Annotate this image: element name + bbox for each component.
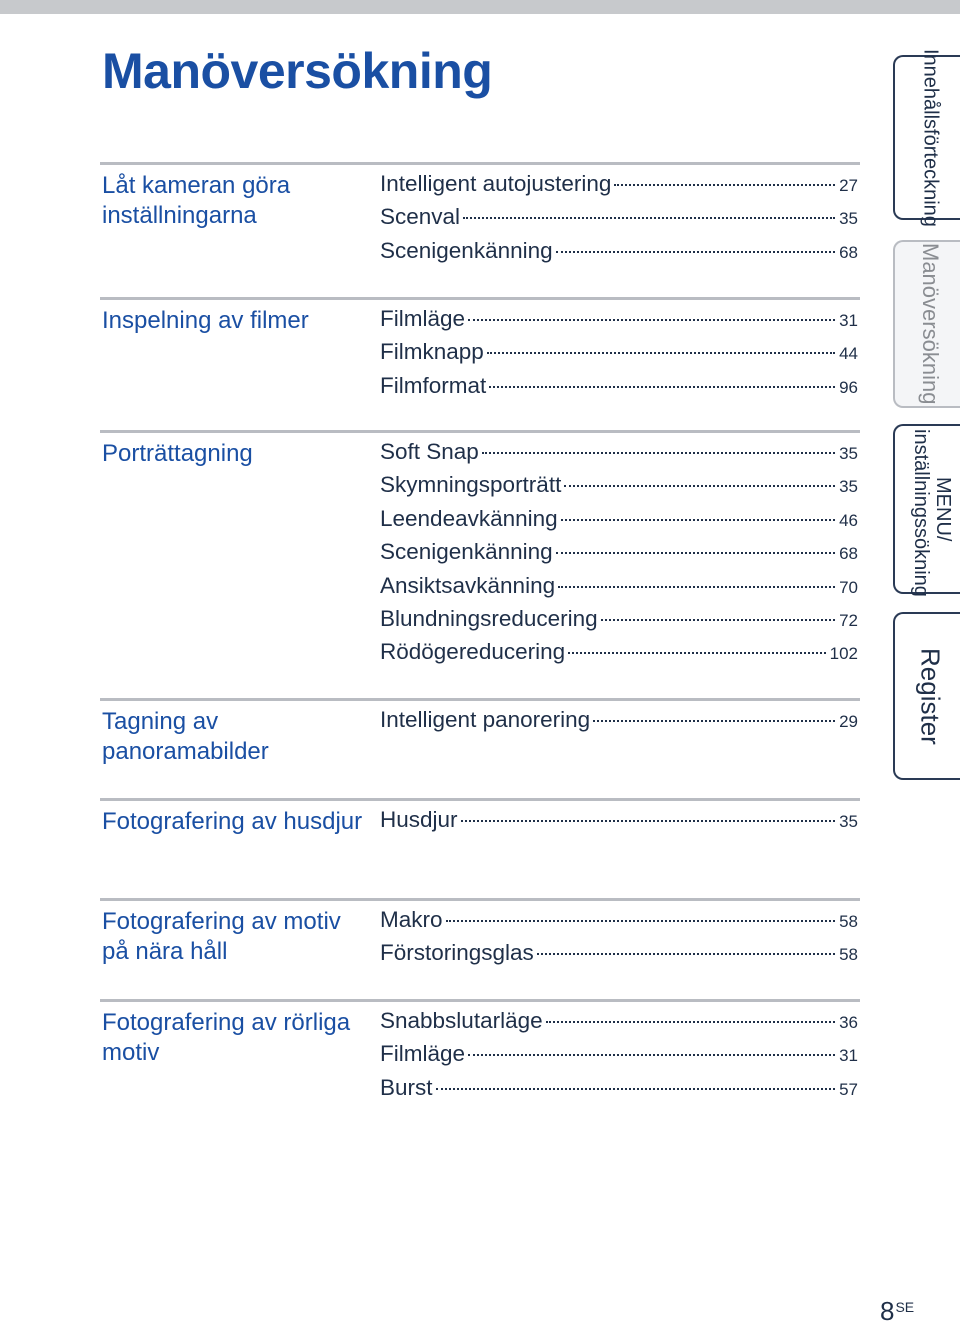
- dot-leader: [489, 386, 835, 388]
- dot-leader: [593, 720, 835, 722]
- dot-leader: [556, 552, 835, 554]
- tab-label: Register: [915, 647, 946, 745]
- dot-leader: [601, 619, 835, 621]
- tab-register[interactable]: [893, 612, 960, 780]
- tab-menu-installningssokning[interactable]: [893, 424, 960, 597]
- item-label: Intelligent autojustering: [380, 171, 612, 196]
- tab-innehallsforteckning[interactable]: [893, 48, 960, 227]
- item-page: 27: [839, 176, 858, 195]
- page-number-value: 8: [880, 1296, 895, 1326]
- dot-leader: [463, 217, 835, 219]
- item-label: Ansiktsavkänning: [380, 572, 556, 598]
- list-item[interactable]: [380, 807, 858, 840]
- dot-leader: [436, 1088, 836, 1090]
- section-panorama: [100, 698, 860, 801]
- list-item[interactable]: [380, 204, 858, 237]
- item-label: Intelligent panorering: [380, 707, 591, 732]
- list-item[interactable]: [380, 639, 858, 672]
- item-label: Filmläge: [380, 306, 466, 331]
- list-item[interactable]: [380, 373, 858, 406]
- item-page: 44: [839, 344, 858, 364]
- item-page: 68: [839, 242, 858, 262]
- section-title: Fotografering av husdjur: [102, 808, 363, 835]
- page-number-suffix: SE: [895, 1299, 915, 1315]
- item-label: Blundningsreducering: [380, 605, 598, 631]
- dot-leader: [546, 1021, 835, 1023]
- item-list: [380, 439, 858, 673]
- item-list: [380, 907, 858, 974]
- section-closeup: [100, 898, 860, 1002]
- section-title: Porträttagning: [102, 440, 253, 467]
- item-page: 46: [839, 510, 858, 530]
- item-page: 58: [839, 945, 858, 965]
- item-label: Burst: [380, 1074, 433, 1100]
- list-item[interactable]: [380, 1075, 858, 1108]
- list-item[interactable]: [380, 171, 858, 204]
- item-label: Scenigenkänning: [380, 539, 553, 565]
- dot-leader: [537, 953, 835, 955]
- item-page: 72: [839, 610, 858, 630]
- list-item[interactable]: [380, 339, 858, 372]
- page-number: [880, 1296, 914, 1327]
- section-portrait: [100, 430, 860, 701]
- list-item[interactable]: [380, 539, 858, 572]
- page-title: Manöversökning: [102, 43, 493, 99]
- dot-leader: [468, 1054, 835, 1056]
- list-item[interactable]: [380, 1008, 858, 1041]
- item-page: 35: [839, 209, 858, 229]
- item-page: 70: [839, 577, 858, 597]
- item-page: 36: [839, 1013, 858, 1032]
- dot-leader: [558, 586, 835, 588]
- item-list: [380, 1008, 858, 1108]
- item-label: Filmformat: [380, 372, 487, 398]
- item-page: 102: [829, 644, 858, 664]
- item-label: Skymningsporträtt: [380, 472, 562, 498]
- item-label: Rödögereducering: [380, 639, 566, 665]
- dot-leader: [461, 820, 836, 822]
- item-page: 68: [839, 544, 858, 564]
- section-auto: [100, 162, 860, 300]
- item-label: Filmknapp: [380, 339, 484, 365]
- item-label: Leendeavkänning: [380, 505, 558, 531]
- section-title: Fotografering av rörliga motiv: [102, 1009, 351, 1066]
- item-label: Soft Snap: [380, 439, 479, 464]
- item-page: 57: [839, 1079, 858, 1099]
- list-item[interactable]: [380, 707, 858, 740]
- dot-leader: [482, 452, 835, 454]
- item-list: [380, 807, 858, 840]
- item-page: 96: [839, 377, 858, 397]
- dot-leader: [614, 184, 835, 186]
- list-item[interactable]: [380, 238, 858, 271]
- tab-manoversokning[interactable]: [893, 240, 960, 408]
- dot-leader: [568, 652, 825, 654]
- item-list: [380, 306, 858, 406]
- item-list: [380, 171, 858, 271]
- list-item[interactable]: [380, 439, 858, 472]
- list-item[interactable]: [380, 472, 858, 505]
- section-title: Tagning av panoramabilder: [102, 708, 269, 765]
- tab-label: Innehållsförteckning: [919, 48, 942, 227]
- item-label: Scenval: [380, 204, 461, 230]
- item-page: 35: [839, 477, 858, 497]
- list-item[interactable]: [380, 940, 858, 973]
- section-pets: [100, 798, 860, 901]
- list-item[interactable]: [380, 506, 858, 539]
- list-item[interactable]: [380, 573, 858, 606]
- section-title: Inspelning av filmer: [102, 307, 309, 334]
- dot-leader: [564, 485, 835, 487]
- dot-leader: [468, 319, 835, 321]
- top-bar: [0, 0, 960, 14]
- section-moving: [100, 999, 860, 1112]
- list-item[interactable]: [380, 907, 858, 940]
- item-label: Snabbslutarläge: [380, 1008, 543, 1033]
- section-title: Låt kameran göra inställningarna: [102, 172, 291, 229]
- item-page: 35: [839, 812, 858, 831]
- item-label: Förstoringsglas: [380, 940, 534, 966]
- item-page: 58: [839, 912, 858, 931]
- section-film: [100, 297, 860, 433]
- list-item[interactable]: [380, 606, 858, 639]
- list-item[interactable]: [380, 306, 858, 339]
- dot-leader: [556, 251, 835, 253]
- item-page: 35: [839, 444, 858, 463]
- item-page: 29: [839, 712, 858, 731]
- dot-leader: [487, 352, 835, 354]
- item-label: Scenigenkänning: [380, 237, 553, 263]
- dot-leader: [446, 920, 836, 922]
- list-item[interactable]: [380, 1041, 858, 1074]
- dot-leader: [561, 519, 835, 521]
- item-label: Filmläge: [380, 1041, 466, 1067]
- section-title: Fotografering av motiv på nära håll: [102, 908, 341, 965]
- item-label: Husdjur: [380, 807, 458, 832]
- item-list: [380, 707, 858, 740]
- item-page: 31: [839, 1046, 858, 1066]
- tab-label: MENU/ inställningssökning: [910, 429, 954, 597]
- item-label: Makro: [380, 907, 443, 932]
- item-page: 31: [839, 311, 858, 330]
- tab-label: Manöversökning: [918, 243, 943, 405]
